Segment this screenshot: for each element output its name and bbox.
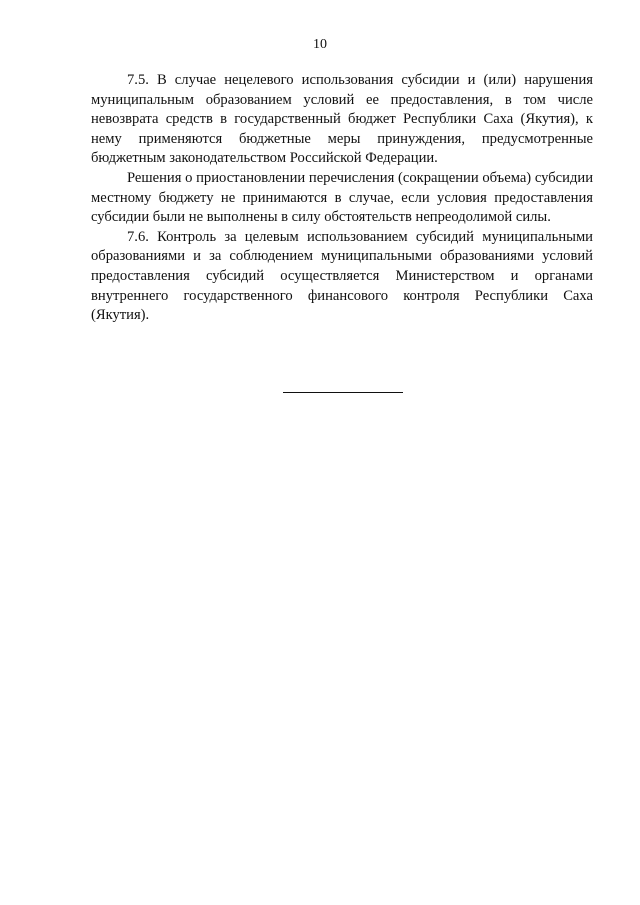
paragraph-7-6: 7.6. Контроль за целевым использованием субсидий муниципальными образованиями и за соблюдением муниципальными образованиями условий предоставления субсидий осуществляется Министерством и органами внутреннего государственного финансового контроля Республики Саха (Якутия). — [91, 228, 593, 324]
page-number: 10 — [313, 37, 327, 52]
end-of-document-rule — [283, 392, 403, 393]
document-body — [91, 71, 593, 326]
paragraph-suspension-decisions: Решения о приостановлении перечисления (сокращении объема) субсидии местному бюджету не принимаются в случае, если условия предоставления субсидии были не выполнены в силу обстоятельств непреодолимой силы. — [91, 169, 593, 226]
paragraph-7-5: 7.5. В случае нецелевого использования субсидии и (или) нарушения муниципальным образованием условий ее предоставления, в том числе невозврата средств в государственный бюджет Республики Саха (Якутия), к нему применяются бюджетные меры принуждения, предусмотренные бюджетным законодательством Российской Федерации. — [91, 72, 593, 167]
